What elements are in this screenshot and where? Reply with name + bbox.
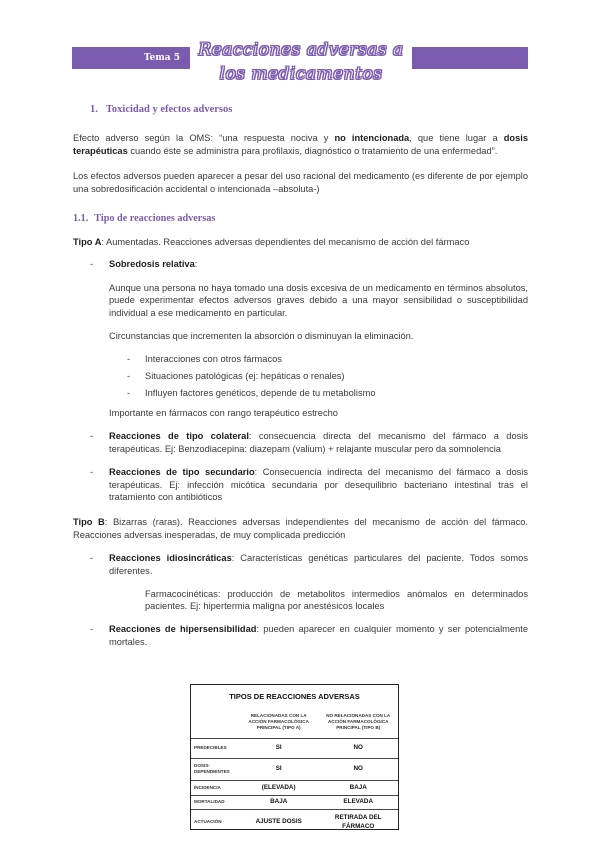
sobredosis-paragraph-2: Circunstancias que incrementen la absorción o disminuyan la eliminación.	[109, 331, 414, 342]
page-title	[190, 38, 412, 86]
row-label: INCIDENCIA	[194, 784, 221, 790]
tipo-a-paragraph: Tipo A: Aumentadas. Reacciones adversas dependientes del mecanismo de acción del fármaco	[73, 236, 470, 247]
cell-tipo-a: (ELEVADA)	[261, 783, 296, 791]
cell-tipo-b: BAJA	[349, 783, 367, 791]
idiosincraticas-item: - Reacciones idiosincráticas: Características genéticas particulares del paciente. Todos somos diferentes.	[73, 552, 528, 578]
title-line-1: Reacciones adversas a	[198, 40, 404, 60]
list-item: - Influyen factores genéticos, depende de tu metabolismo	[127, 387, 528, 400]
table-grid	[191, 706, 398, 835]
oms-definition-paragraph: Efecto adverso según la OMS: “una respuesta nociva y no intencionada, que tiene lugar a dosis terapéuticas cuando éste se administra para profilaxis, diagnóstico o tratamiento de una enfermedad”.	[73, 133, 529, 157]
cell-tipo-a: BAJA	[270, 798, 288, 805]
row-label: PREDECIBLES	[194, 745, 227, 751]
circunstancias-list	[73, 353, 528, 399]
table-header-row	[191, 706, 398, 738]
secundario-item: - Reacciones de tipo secundario: Consecuencia indirecta del mecanismo del fármaco a dosis terapéuticas. Ej: infección micótica secundaria por desequilibrio bacteriano intestinal tras el tratamiento con antibióticos	[73, 466, 528, 504]
section-heading-1: 1. Toxicidad y efectos adversos	[90, 104, 233, 115]
page-header	[0, 38, 600, 98]
list-item: - Interacciones con otros fármacos	[127, 353, 528, 366]
reaction-types-table	[190, 684, 399, 830]
table-row	[191, 738, 398, 758]
cell-tipo-a: AJUSTE DOSIS	[255, 818, 302, 826]
tipo-b-paragraph: Tipo B: Bizarras (raras). Reacciones adversas independientes del mecanismo de acción del fármaco. Reacciones adversas inesperadas, de muy complicada predicción	[73, 517, 528, 541]
sobredosis-item: - Sobredosis relativa:	[73, 258, 528, 271]
row-label: ACTUACIÓN	[194, 819, 222, 825]
column-header-tipo-b: NO RELACIONADAS CON LA ACCIÓN FARMACOLÓGICA PRINCIPAL (TIPO B)	[326, 713, 391, 730]
hipersensibilidad-item: - Reacciones de hipersensibilidad: pueden aparecer en cualquier momento y ser potencialmente mortales.	[73, 623, 528, 649]
farmacocineticas-paragraph: Farmacocinéticas: producción de metabolitos intermedios anómalos en determinados pacientes. Ej: hipertermia maligna por anestésicos locales	[145, 588, 528, 612]
table-row	[191, 758, 398, 780]
title-line-2: los medicamentos	[219, 64, 383, 84]
table-row	[191, 780, 398, 795]
table-row	[191, 795, 398, 809]
cell-tipo-b: NO	[353, 744, 363, 751]
header-bar-right	[412, 47, 528, 69]
cell-tipo-b: RETIRADA DEL FÁRMACO	[334, 813, 382, 830]
section-heading-1-1: 1.1. Tipo de reacciones adversas	[73, 212, 216, 224]
row-label: MORTALIDAD	[194, 799, 225, 805]
list-item: - Situaciones patológicas (ej: hepáticas o renales)	[127, 370, 528, 383]
row-label: DOSIS-DEPENDIENTES	[194, 763, 230, 775]
cell-tipo-b: NO	[353, 765, 363, 772]
cell-tipo-a: SI	[275, 744, 282, 751]
colateral-item: - Reacciones de tipo colateral: consecuencia directa del mecanismo del fármaco a dosis terapéuticas. Ej: Benzodiacepina: diazepam (valium) + relajante muscular pero da somnolencia	[73, 430, 528, 456]
document-body	[73, 103, 528, 659]
table-title: TIPOS DE REACCIONES ADVERSAS	[229, 692, 360, 701]
column-header-tipo-a: RELACIONADAS CON LA ACCIÓN FARMACOLÓGICA PRINCIPAL (TIPO A)	[248, 713, 309, 730]
rational-use-paragraph: Los efectos adversos pueden aparecer a pesar del uso racional del medicamento (es diferente de por ejemplo una sobredosificación accidental o intencionada –absoluta-)	[73, 171, 528, 194]
cell-tipo-a: SI	[275, 765, 282, 772]
cell-tipo-b: ELEVADA	[343, 798, 374, 805]
rango-terapeutico-note: Importante en fármacos con rango terapéutico estrecho	[109, 408, 338, 419]
tema-label: Tema 5	[143, 53, 180, 63]
sobredosis-paragraph-1: Aunque una persona no haya tomado una dosis excesiva de un medicamento en términos absolutos, puede experimentar efectos adversos graves debido a una mayor sensibilidad o susceptibilidad individual a ese medicamento en particular.	[109, 282, 528, 319]
table-row	[191, 809, 398, 835]
